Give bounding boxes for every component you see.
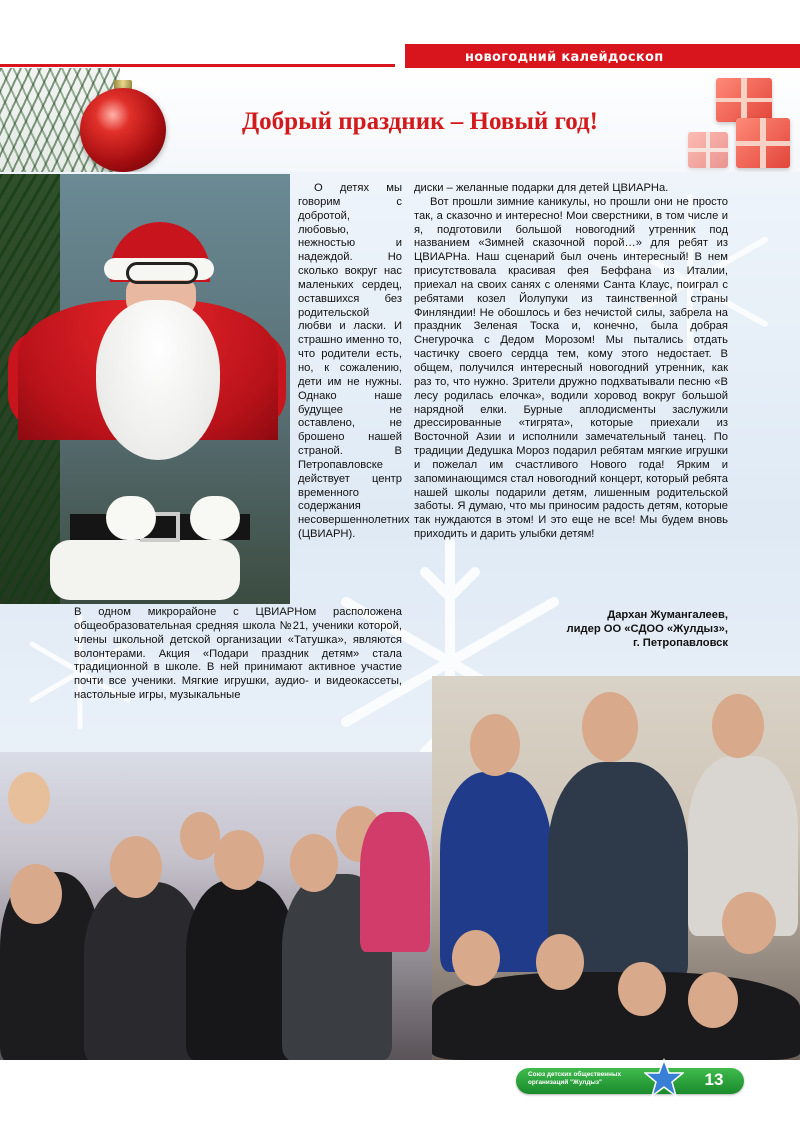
photo-person-head — [470, 714, 520, 776]
group-photo-with-officer — [432, 676, 800, 1060]
article-column-1-continued: В одном микрорайоне с ЦВИАРНом расположена общеобразовательная средняя школа №21, ученики которой, члены школьной детской организации «Татушка», являются волонтерами. Акция «Подари праздник детям» стала традиционной в школе. В ней принимают активное участие почти все ученики. Мягкие игрушки, аудио- и видеокассеты, настольные игры, музыкальные — [74, 606, 402, 702]
header-rule — [0, 64, 395, 67]
photo-person — [360, 812, 430, 952]
photo-person-head — [688, 972, 738, 1028]
photo-person-head — [618, 962, 666, 1016]
santa-coat-trim — [50, 540, 240, 600]
gift-box-icon — [716, 78, 772, 122]
gift-box-icon — [736, 118, 790, 168]
christmas-ornament — [80, 88, 166, 172]
photo-person-head — [712, 694, 764, 758]
footer-organization: Союз детских общественных организаций "Жулдыз" — [528, 1071, 622, 1086]
santa-glove — [190, 496, 240, 540]
children-audience-photo — [0, 752, 432, 1060]
photo-person — [432, 972, 800, 1060]
photo-person-head — [110, 836, 162, 898]
santa-glove — [106, 496, 156, 540]
photo-person — [186, 880, 296, 1060]
photo-person-head — [536, 934, 584, 990]
author-signature — [414, 608, 728, 650]
photo-person-head — [582, 692, 638, 762]
gift-box-icon — [688, 132, 728, 168]
photo-person-head — [180, 812, 220, 860]
page-title: Добрый праздник – Новый год! — [241, 108, 599, 135]
article-column-2 — [414, 182, 728, 542]
page-number: 13 — [704, 1070, 724, 1089]
santa-glasses — [126, 262, 198, 284]
photo-person-head — [214, 830, 264, 890]
photo-person-head — [722, 892, 776, 954]
section-title: новогодний калейдоскоп — [465, 49, 664, 65]
section-banner — [405, 44, 800, 70]
article-paragraph: диски – желанные подарки для детей ЦВИАРНа. — [414, 182, 669, 194]
article-column-1: О детях мы говорим с добротой, любовью, нежностью и надеждой. Но сколько вокруг нас маленьких сердец, оставшихся без родительской любви и ласки. И страшно именно то, что родители есть, но, к сожалению, дети им не нужны. Однако наше будущее не оставлено, не брошено нашей страной. В Петропавловске действует центр временного содержания несовершеннолетних (ЦВИАРН). — [298, 182, 410, 541]
photo-person-head — [8, 772, 50, 824]
author-name: Дархан Жумангалеев, — [607, 609, 728, 621]
author-city: г. Петропавловск — [633, 637, 728, 649]
photo-person-head — [452, 930, 500, 986]
santa-beard — [96, 300, 220, 460]
author-role: лидер ОО «СДОО «Жулдыз», — [566, 623, 728, 635]
photo-person-head — [290, 834, 338, 892]
photo-person-head — [10, 864, 62, 924]
article-paragraph: Вот прошли зимние каникулы, но прошли они не просто так, а сказочно и интересно! Мои сверстники, в том числе и я, подготовили большой новогодний утренник под названием «Зимней сказочной порой…» для ребят из ЦВИАРНа. Наш сценарий был очень интересный! В нем присутствовала красивая фея Беффана из Италии, приехал на своих санях с оленями Санта Клаус, поиграл с ребятами козел Йолупуки из таинственной страны Финляндии! Не обошлось и без нечистой силы, забрела на праздник Зеленая Тоска и, конечно, была добрая Снегурочка с Дедом Морозом! Мы пытались отдать частичку своего сердца тем, кому этого недостает. В общем, получился интересный новогодний утренник, как раз то, что нужно. Зрители дружно подхватывали песню «В лесу родилась елочка», водили хоровод вокруг большой нарядной елки. Бурные аплодисменты заслужили дрессированные «тигрята», которые приехали из Восточной Азии и исполнили замечательный танец. По традиции Дедушка Мороз подарил ребятам мягкие игрушки и пожелал им счастливого Нового года! Ярким и запоминающимся стал новогодний концерт, который ребята нашей школы подарили детям, лишенным родительской заботы. Я думаю, что мы приносим радость детям, которые так нуждаются в этом! И это еще не все! Мы будем вновь приходить и дарить улыбки детям! — [414, 195, 728, 541]
star-logo-icon — [644, 1058, 684, 1098]
